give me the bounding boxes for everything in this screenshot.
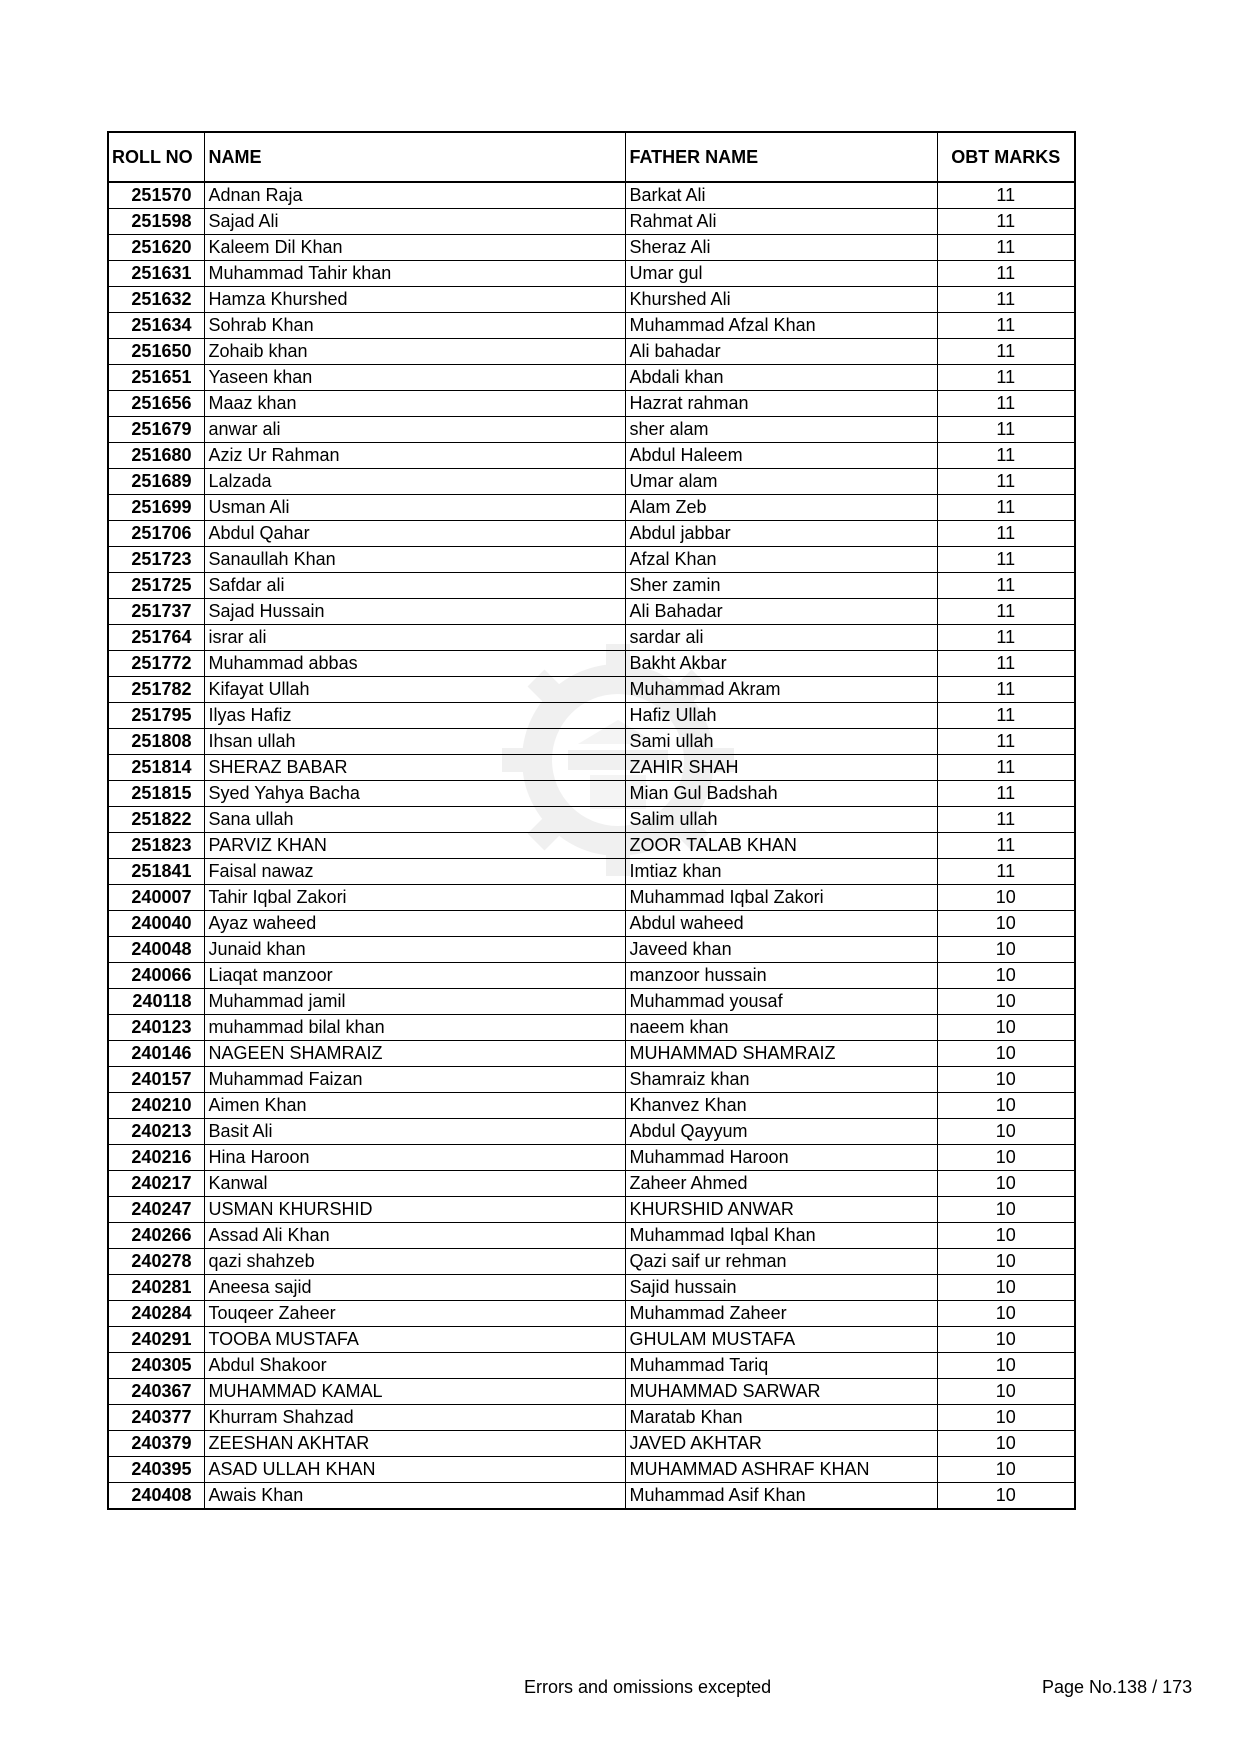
header-name: NAME	[204, 132, 625, 182]
obt-marks-cell: 11	[937, 599, 1075, 625]
obt-marks-cell: 10	[937, 1431, 1075, 1457]
father-name-cell: MUHAMMAD SHAMRAIZ	[625, 1041, 937, 1067]
header-roll-no: ROLL NO	[108, 132, 204, 182]
table-row	[108, 781, 1075, 807]
roll-no-cell: 251737	[108, 599, 204, 625]
obt-marks-cell: 11	[937, 365, 1075, 391]
table-row	[108, 235, 1075, 261]
table-row	[108, 1093, 1075, 1119]
name-cell: Sanaullah Khan	[204, 547, 625, 573]
roll-no-cell: 251814	[108, 755, 204, 781]
name-cell: Touqeer Zaheer	[204, 1301, 625, 1327]
table-row	[108, 651, 1075, 677]
roll-no-cell: 240266	[108, 1223, 204, 1249]
roll-no-cell: 240367	[108, 1379, 204, 1405]
header-obt-marks: OBT MARKS	[937, 132, 1075, 182]
roll-no-cell: 251650	[108, 339, 204, 365]
roll-no-cell: 251764	[108, 625, 204, 651]
header-father-name: FATHER NAME	[625, 132, 937, 182]
roll-no-cell: 251680	[108, 443, 204, 469]
table-header-row	[108, 132, 1075, 182]
roll-no-cell: 240066	[108, 963, 204, 989]
father-name-cell: Sami ullah	[625, 729, 937, 755]
name-cell: Usman Ali	[204, 495, 625, 521]
table-row	[108, 625, 1075, 651]
roll-no-cell: 251772	[108, 651, 204, 677]
obt-marks-cell: 11	[937, 833, 1075, 859]
table-row	[108, 313, 1075, 339]
father-name-cell: Sheraz Ali	[625, 235, 937, 261]
obt-marks-cell: 10	[937, 1301, 1075, 1327]
father-name-cell: Sher zamin	[625, 573, 937, 599]
table-row	[108, 1353, 1075, 1379]
father-name-cell: Khanvez Khan	[625, 1093, 937, 1119]
roll-no-cell: 240395	[108, 1457, 204, 1483]
father-name-cell: MUHAMMAD ASHRAF KHAN	[625, 1457, 937, 1483]
table-row	[108, 1171, 1075, 1197]
father-name-cell: Abdul Qayyum	[625, 1119, 937, 1145]
roll-no-cell: 251651	[108, 365, 204, 391]
table-row	[108, 1249, 1075, 1275]
table-row	[108, 521, 1075, 547]
name-cell: Kifayat Ullah	[204, 677, 625, 703]
roll-no-cell: 251689	[108, 469, 204, 495]
name-cell: anwar ali	[204, 417, 625, 443]
roll-no-cell: 240284	[108, 1301, 204, 1327]
father-name-cell: Mian Gul Badshah	[625, 781, 937, 807]
name-cell: Junaid khan	[204, 937, 625, 963]
name-cell: Liaqat manzoor	[204, 963, 625, 989]
table-row	[108, 807, 1075, 833]
obt-marks-cell: 11	[937, 287, 1075, 313]
roll-no-cell: 251706	[108, 521, 204, 547]
roll-no-cell: 240213	[108, 1119, 204, 1145]
table-row	[108, 1223, 1075, 1249]
name-cell: qazi shahzeb	[204, 1249, 625, 1275]
page-number: Page No.138 / 173	[1042, 1677, 1193, 1697]
father-name-cell: Muhammad Zaheer	[625, 1301, 937, 1327]
roll-no-cell: 240216	[108, 1145, 204, 1171]
name-cell: Sajad Hussain	[204, 599, 625, 625]
roll-no-cell: 240247	[108, 1197, 204, 1223]
obt-marks-cell: 10	[937, 963, 1075, 989]
roll-no-cell: 251823	[108, 833, 204, 859]
roll-no-cell: 251656	[108, 391, 204, 417]
roll-no-cell: 251634	[108, 313, 204, 339]
father-name-cell: Muhammad Haroon	[625, 1145, 937, 1171]
father-name-cell: ZAHIR SHAH	[625, 755, 937, 781]
obt-marks-cell: 11	[937, 703, 1075, 729]
obt-marks-cell: 11	[937, 859, 1075, 885]
obt-marks-cell: 11	[937, 547, 1075, 573]
name-cell: Lalzada	[204, 469, 625, 495]
father-name-cell: Muhammad Iqbal Zakori	[625, 885, 937, 911]
obt-marks-cell: 10	[937, 1145, 1075, 1171]
roll-no-cell: 251620	[108, 235, 204, 261]
obt-marks-cell: 10	[937, 1119, 1075, 1145]
obt-marks-cell: 10	[937, 1197, 1075, 1223]
name-cell: SHERAZ BABAR	[204, 755, 625, 781]
table-row	[108, 677, 1075, 703]
roll-no-cell: 240146	[108, 1041, 204, 1067]
father-name-cell: Sajid hussain	[625, 1275, 937, 1301]
obt-marks-cell: 11	[937, 651, 1075, 677]
name-cell: ZEESHAN AKHTAR	[204, 1431, 625, 1457]
obt-marks-cell: 11	[937, 755, 1075, 781]
table-row	[108, 1405, 1075, 1431]
table-row	[108, 261, 1075, 287]
obt-marks-cell: 11	[937, 573, 1075, 599]
name-cell: Kaleem Dil Khan	[204, 235, 625, 261]
name-cell: Muhammad Faizan	[204, 1067, 625, 1093]
father-name-cell: Muhammad yousaf	[625, 989, 937, 1015]
father-name-cell: Muhammad Iqbal Khan	[625, 1223, 937, 1249]
father-name-cell: Afzal Khan	[625, 547, 937, 573]
obt-marks-cell: 11	[937, 261, 1075, 287]
name-cell: TOOBA MUSTAFA	[204, 1327, 625, 1353]
name-cell: Ihsan ullah	[204, 729, 625, 755]
name-cell: Zohaib khan	[204, 339, 625, 365]
name-cell: Sana ullah	[204, 807, 625, 833]
father-name-cell: naeem khan	[625, 1015, 937, 1041]
obt-marks-cell: 10	[937, 937, 1075, 963]
name-cell: Adnan Raja	[204, 182, 625, 209]
obt-marks-cell: 11	[937, 391, 1075, 417]
roll-no-cell: 251570	[108, 182, 204, 209]
obt-marks-cell: 11	[937, 339, 1075, 365]
father-name-cell: Abdul waheed	[625, 911, 937, 937]
obt-marks-cell: 10	[937, 1015, 1075, 1041]
table-row	[108, 963, 1075, 989]
father-name-cell: Abdul Haleem	[625, 443, 937, 469]
obt-marks-cell: 10	[937, 1067, 1075, 1093]
roll-no-cell: 251795	[108, 703, 204, 729]
obt-marks-cell: 11	[937, 729, 1075, 755]
table-row	[108, 469, 1075, 495]
name-cell: Syed Yahya Bacha	[204, 781, 625, 807]
father-name-cell: KHURSHID ANWAR	[625, 1197, 937, 1223]
table-row	[108, 1431, 1075, 1457]
name-cell: Tahir Iqbal Zakori	[204, 885, 625, 911]
obt-marks-cell: 11	[937, 807, 1075, 833]
table-row	[108, 703, 1075, 729]
table-row	[108, 599, 1075, 625]
obt-marks-cell: 10	[937, 1379, 1075, 1405]
name-cell: Hina Haroon	[204, 1145, 625, 1171]
obt-marks-cell: 10	[937, 1405, 1075, 1431]
roll-no-cell: 240210	[108, 1093, 204, 1119]
name-cell: Aziz Ur Rahman	[204, 443, 625, 469]
roll-no-cell: 251679	[108, 417, 204, 443]
obt-marks-cell: 10	[937, 911, 1075, 937]
father-name-cell: Imtiaz khan	[625, 859, 937, 885]
obt-marks-cell: 11	[937, 209, 1075, 235]
father-name-cell: sher alam	[625, 417, 937, 443]
roll-no-cell: 240281	[108, 1275, 204, 1301]
father-name-cell: Muhammad Asif Khan	[625, 1483, 937, 1510]
table-row	[108, 1145, 1075, 1171]
name-cell: Awais Khan	[204, 1483, 625, 1510]
results-table	[107, 131, 1076, 1510]
father-name-cell: Zaheer Ahmed	[625, 1171, 937, 1197]
obt-marks-cell: 10	[937, 1171, 1075, 1197]
name-cell: Yaseen khan	[204, 365, 625, 391]
father-name-cell: Muhammad Afzal Khan	[625, 313, 937, 339]
roll-no-cell: 251808	[108, 729, 204, 755]
roll-no-cell: 240278	[108, 1249, 204, 1275]
table-row	[108, 1067, 1075, 1093]
father-name-cell: Alam Zeb	[625, 495, 937, 521]
name-cell: Aimen Khan	[204, 1093, 625, 1119]
table-row	[108, 1275, 1075, 1301]
obt-marks-cell: 10	[937, 1353, 1075, 1379]
table-row	[108, 365, 1075, 391]
obt-marks-cell: 10	[937, 1223, 1075, 1249]
roll-no-cell: 251632	[108, 287, 204, 313]
roll-no-cell: 240377	[108, 1405, 204, 1431]
table-row	[108, 547, 1075, 573]
father-name-cell: Ali Bahadar	[625, 599, 937, 625]
name-cell: MUHAMMAD KAMAL	[204, 1379, 625, 1405]
obt-marks-cell: 11	[937, 677, 1075, 703]
table-row	[108, 495, 1075, 521]
father-name-cell: Salim ullah	[625, 807, 937, 833]
table-row	[108, 937, 1075, 963]
obt-marks-cell: 11	[937, 469, 1075, 495]
name-cell: Abdul Shakoor	[204, 1353, 625, 1379]
father-name-cell: JAVED AKHTAR	[625, 1431, 937, 1457]
obt-marks-cell: 10	[937, 989, 1075, 1015]
table-row	[108, 859, 1075, 885]
obt-marks-cell: 10	[937, 1093, 1075, 1119]
father-name-cell: Javeed khan	[625, 937, 937, 963]
table-row	[108, 1483, 1075, 1510]
name-cell: USMAN KHURSHID	[204, 1197, 625, 1223]
name-cell: PARVIZ KHAN	[204, 833, 625, 859]
obt-marks-cell: 11	[937, 625, 1075, 651]
table-row	[108, 1301, 1075, 1327]
obt-marks-cell: 10	[937, 1457, 1075, 1483]
obt-marks-cell: 10	[937, 1249, 1075, 1275]
obt-marks-cell: 10	[937, 1041, 1075, 1067]
name-cell: Sajad Ali	[204, 209, 625, 235]
table-row	[108, 391, 1075, 417]
father-name-cell: sardar ali	[625, 625, 937, 651]
roll-no-cell: 240408	[108, 1483, 204, 1510]
name-cell: ASAD ULLAH KHAN	[204, 1457, 625, 1483]
name-cell: Safdar ali	[204, 573, 625, 599]
roll-no-cell: 240040	[108, 911, 204, 937]
footer-disclaimer: Errors and omissions excepted	[524, 1677, 772, 1697]
table-row	[108, 1015, 1075, 1041]
table-row	[108, 989, 1075, 1015]
father-name-cell: ZOOR TALAB KHAN	[625, 833, 937, 859]
roll-no-cell: 251782	[108, 677, 204, 703]
father-name-cell: Bakht Akbar	[625, 651, 937, 677]
table-row	[108, 182, 1075, 209]
name-cell: Aneesa sajid	[204, 1275, 625, 1301]
name-cell: Muhammad jamil	[204, 989, 625, 1015]
obt-marks-cell: 10	[937, 885, 1075, 911]
father-name-cell: GHULAM MUSTAFA	[625, 1327, 937, 1353]
table-body	[108, 182, 1075, 1509]
table-row	[108, 417, 1075, 443]
name-cell: NAGEEN SHAMRAIZ	[204, 1041, 625, 1067]
table-row	[108, 1457, 1075, 1483]
name-cell: Maaz khan	[204, 391, 625, 417]
table-row	[108, 1379, 1075, 1405]
obt-marks-cell: 10	[937, 1327, 1075, 1353]
father-name-cell: Muhammad Akram	[625, 677, 937, 703]
name-cell: Basit Ali	[204, 1119, 625, 1145]
father-name-cell: Abdul jabbar	[625, 521, 937, 547]
name-cell: Ilyas Hafiz	[204, 703, 625, 729]
father-name-cell: Abdali khan	[625, 365, 937, 391]
roll-no-cell: 240123	[108, 1015, 204, 1041]
obt-marks-cell: 11	[937, 443, 1075, 469]
table-row	[108, 1197, 1075, 1223]
table-row	[108, 833, 1075, 859]
table-row	[108, 209, 1075, 235]
name-cell: Muhammad Tahir khan	[204, 261, 625, 287]
father-name-cell: manzoor hussain	[625, 963, 937, 989]
obt-marks-cell: 11	[937, 417, 1075, 443]
father-name-cell: Umar gul	[625, 261, 937, 287]
name-cell: Muhammad abbas	[204, 651, 625, 677]
table-row	[108, 885, 1075, 911]
roll-no-cell: 240157	[108, 1067, 204, 1093]
father-name-cell: Khurshed Ali	[625, 287, 937, 313]
roll-no-cell: 251841	[108, 859, 204, 885]
name-cell: Sohrab Khan	[204, 313, 625, 339]
name-cell: muhammad bilal khan	[204, 1015, 625, 1041]
obt-marks-cell: 11	[937, 781, 1075, 807]
father-name-cell: Qazi saif ur rehman	[625, 1249, 937, 1275]
roll-no-cell: 251699	[108, 495, 204, 521]
table-row	[108, 1119, 1075, 1145]
father-name-cell: Umar alam	[625, 469, 937, 495]
name-cell: Hamza Khurshed	[204, 287, 625, 313]
roll-no-cell: 251822	[108, 807, 204, 833]
obt-marks-cell: 10	[937, 1483, 1075, 1510]
table-row	[108, 911, 1075, 937]
roll-no-cell: 240007	[108, 885, 204, 911]
roll-no-cell: 240118	[108, 989, 204, 1015]
roll-no-cell: 251598	[108, 209, 204, 235]
father-name-cell: Barkat Ali	[625, 182, 937, 209]
obt-marks-cell: 11	[937, 235, 1075, 261]
name-cell: Khurram Shahzad	[204, 1405, 625, 1431]
table-row	[108, 1327, 1075, 1353]
father-name-cell: Ali bahadar	[625, 339, 937, 365]
roll-no-cell: 240291	[108, 1327, 204, 1353]
roll-no-cell: 251723	[108, 547, 204, 573]
father-name-cell: Shamraiz khan	[625, 1067, 937, 1093]
roll-no-cell: 251725	[108, 573, 204, 599]
table-row	[108, 755, 1075, 781]
roll-no-cell: 240379	[108, 1431, 204, 1457]
table-row	[108, 1041, 1075, 1067]
name-cell: israr ali	[204, 625, 625, 651]
father-name-cell: MUHAMMAD SARWAR	[625, 1379, 937, 1405]
obt-marks-cell: 11	[937, 313, 1075, 339]
name-cell: Kanwal	[204, 1171, 625, 1197]
father-name-cell: Rahmat Ali	[625, 209, 937, 235]
table-row	[108, 287, 1075, 313]
table-row	[108, 573, 1075, 599]
name-cell: Abdul Qahar	[204, 521, 625, 547]
roll-no-cell: 240305	[108, 1353, 204, 1379]
roll-no-cell: 240048	[108, 937, 204, 963]
father-name-cell: Hazrat rahman	[625, 391, 937, 417]
name-cell: Ayaz waheed	[204, 911, 625, 937]
father-name-cell: Hafiz Ullah	[625, 703, 937, 729]
name-cell: Faisal nawaz	[204, 859, 625, 885]
roll-no-cell: 251631	[108, 261, 204, 287]
table-row	[108, 729, 1075, 755]
roll-no-cell: 251815	[108, 781, 204, 807]
table-row	[108, 443, 1075, 469]
father-name-cell: Muhammad Tariq	[625, 1353, 937, 1379]
roll-no-cell: 240217	[108, 1171, 204, 1197]
obt-marks-cell: 11	[937, 495, 1075, 521]
obt-marks-cell: 11	[937, 182, 1075, 209]
obt-marks-cell: 10	[937, 1275, 1075, 1301]
obt-marks-cell: 11	[937, 521, 1075, 547]
father-name-cell: Maratab Khan	[625, 1405, 937, 1431]
table-row	[108, 339, 1075, 365]
name-cell: Assad Ali Khan	[204, 1223, 625, 1249]
